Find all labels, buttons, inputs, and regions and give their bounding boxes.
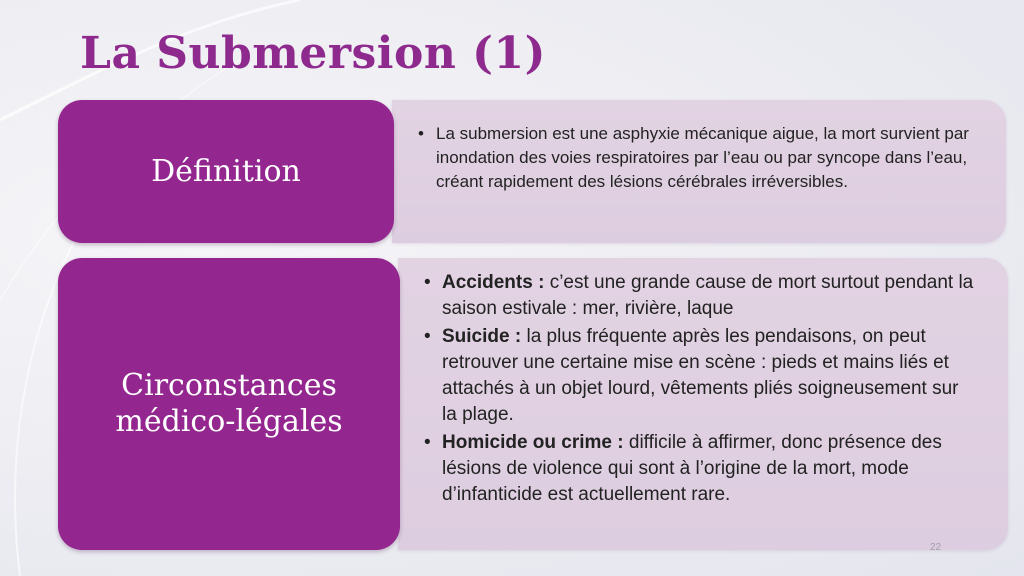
- list-item: [424, 324, 978, 428]
- bullet-icon: •: [424, 326, 431, 347]
- circonstances-label: [115, 368, 342, 440]
- definition-list: [418, 122, 986, 196]
- item-text: c’est une grande cause de mort surtout pendant la saison estivale : mer, rivière, laque: [442, 272, 974, 319]
- circonstances-row: [58, 258, 1008, 550]
- slide-title: La Submersion (1): [80, 28, 546, 79]
- circonstances-label-line: Circonstances: [121, 368, 337, 403]
- list-item: [424, 270, 978, 322]
- bullet-icon: •: [424, 272, 431, 293]
- circonstances-label-line: médico-légales: [115, 404, 343, 439]
- definition-label-box: [58, 100, 394, 243]
- definition-text: La submersion est une asphyxie mécanique aigue, la mort survient par inondation des voies respiratoires par l’eau ou par syncope dans l’eau, créant rapidement des lésions cérébrales irréversibles.: [436, 124, 969, 191]
- definition-label: Définition: [151, 153, 301, 189]
- definition-row: [58, 100, 1006, 243]
- item-term: Accidents :: [442, 272, 545, 293]
- list-item: [424, 430, 978, 508]
- list-item: [418, 122, 986, 194]
- item-text: difficile à affirmer, donc présence des lésions de violence qui sont à l’origine de la mort, mode d’infanticide est actuellement rare.: [442, 432, 942, 505]
- page-number: 22: [930, 542, 942, 553]
- circonstances-list: [424, 270, 978, 510]
- bullet-icon: •: [424, 432, 431, 453]
- definition-content-box: [392, 100, 1006, 243]
- item-term: Suicide :: [442, 326, 522, 347]
- item-term: Homicide ou crime :: [442, 432, 624, 453]
- bullet-icon: •: [418, 124, 424, 143]
- circonstances-label-box: [58, 258, 400, 550]
- circonstances-content-box: [398, 258, 1008, 550]
- item-text: la plus fréquente après les pendaisons, on peut retrouver une certaine mise en scène : pieds et mains liés et attachés à un objet lourd, vêtements pliés soigneusement sur la plage.: [442, 326, 959, 425]
